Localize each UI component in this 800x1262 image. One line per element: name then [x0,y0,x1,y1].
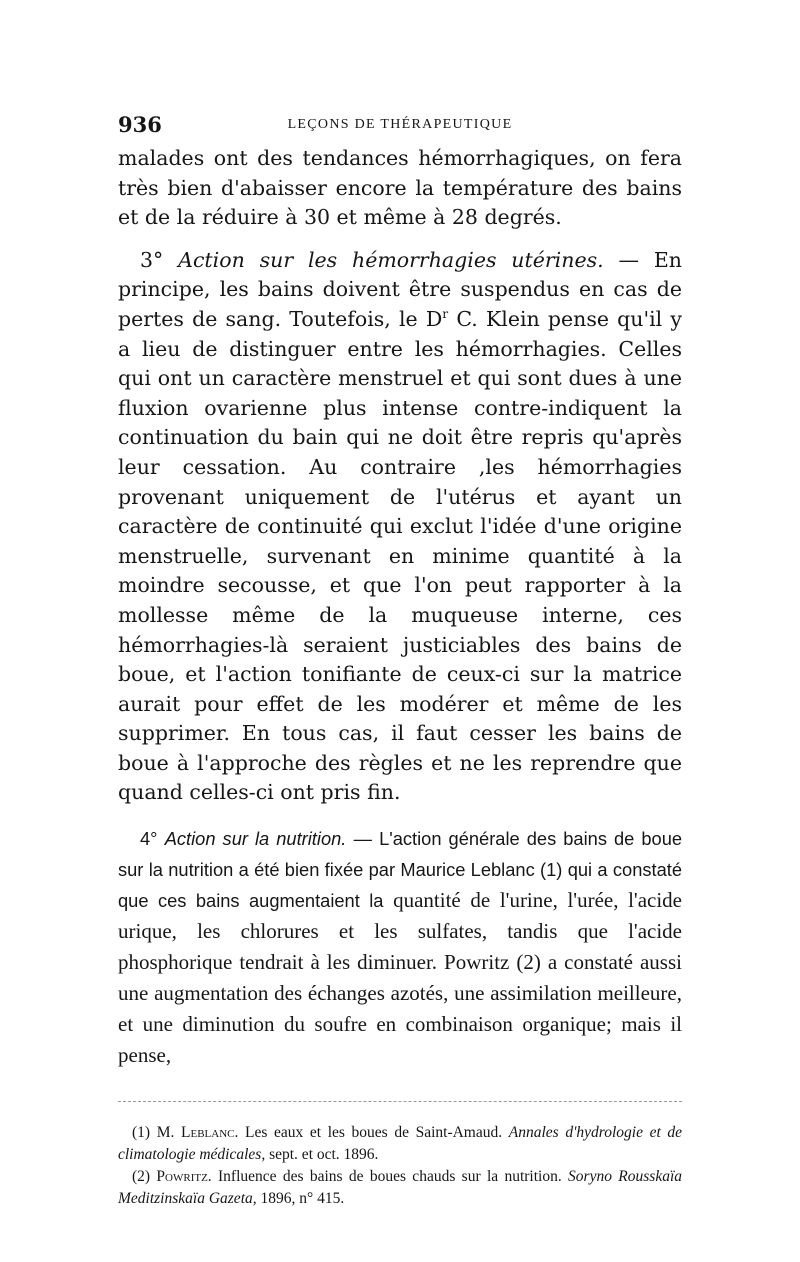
footnote-2 [118,1166,682,1210]
footnote-author: M. Leblanc. [156,1124,239,1142]
book-page [118,112,682,1210]
footnote-marker: (2) [132,1168,151,1186]
section-number: 3° [140,247,164,272]
paragraph-nutrition [118,823,682,1071]
section-heading: Action sur les hémorrhagies utérines. [178,247,604,272]
paragraph-text: quantité de l'urine, l'urée, l'acide urique, les chlorures et les sulfates, tandis que l'acide phosphorique tendrait à les diminuer. Powritz (2) a constaté aussi une augmentation des échanges azotés, une assimilation meilleure, et une diminution du soufre en combinaison organique; mais il pense, [118,888,683,1068]
page-header [118,112,682,142]
footnote-separator [118,1101,682,1102]
footnote-1 [118,1122,682,1166]
footnote-date: sept. et oct. 1896. [269,1146,379,1164]
em-dash: — [353,828,372,850]
section-number: 4° [140,828,158,850]
footnote-journal: Soryno Rousskaïa Meditzinskaïa Gazeta, [118,1168,683,1208]
footnotes [118,1122,682,1210]
paragraph-text-cont: C. Klein pense qu'il y a lieu de distinguer entre les hémorrhagies. Celles qui ont un caractère menstruel et qui sont dues à une fluxion ovarienne plus intense contre-indiquent la continuation du bain qui ne doit être repris qu'après leur cessation. Au contraire ,les hémorrhagies provenant uniquement de l'utérus et ayant un caractère de continuité qui exclut l'idée d'une origine menstruelle, survenant en minime quantité à la moindre secousse, et que l'on peut rapporter à la mollesse même de la muqueuse interne, ces hémorrhagies-là seraient justiciables des bains de boue, et l'action tonifiante de ceux-ci sur la matrice aurait pour effet de les modérer et même de les supprimer. En tous cas, il faut cesser les bains de boue à l'approche des règles et ne les reprendre que quand celles-ci ont pris fin. [118,306,682,805]
paragraph-text-bold: L'action générale des bains de boue sur la nutrition a été bien fixée par Maurice Leblanc (1) qui a constaté que ces bains augmentaient la [118,828,683,912]
page-number: 936 [118,112,162,137]
footnote-text: Influence des bains de boues chauds sur la nutrition. [218,1168,562,1186]
paragraph-text: En principe, les bains doivent être suspendus en cas de pertes de sang. Toutefois, le D [118,247,682,331]
footnote-marker: (1) [132,1124,151,1142]
paragraph-uterine-hemorrhages [118,246,682,808]
footnote-text: Les eaux et les boues de Saint-Amaud. [245,1124,503,1142]
em-dash: — [618,247,639,272]
footnote-date: 1896, n° 415. [260,1190,345,1208]
footnote-author: Powritz. [156,1168,212,1186]
paragraph-continuation: malades ont des tendances hémorrhagiques, on fera très bien d'abaisser encore la température des bains et de la réduire à 30 et même à 28 degrés. [118,146,682,230]
section-heading: Action sur la nutrition. [164,828,347,850]
superscript: r [442,307,449,322]
running-title: LEÇONS DE THÉRAPEUTIQUE [287,117,513,132]
footnote-journal: Annales d'hydrologie et de climatologie médicales, [118,1124,683,1164]
